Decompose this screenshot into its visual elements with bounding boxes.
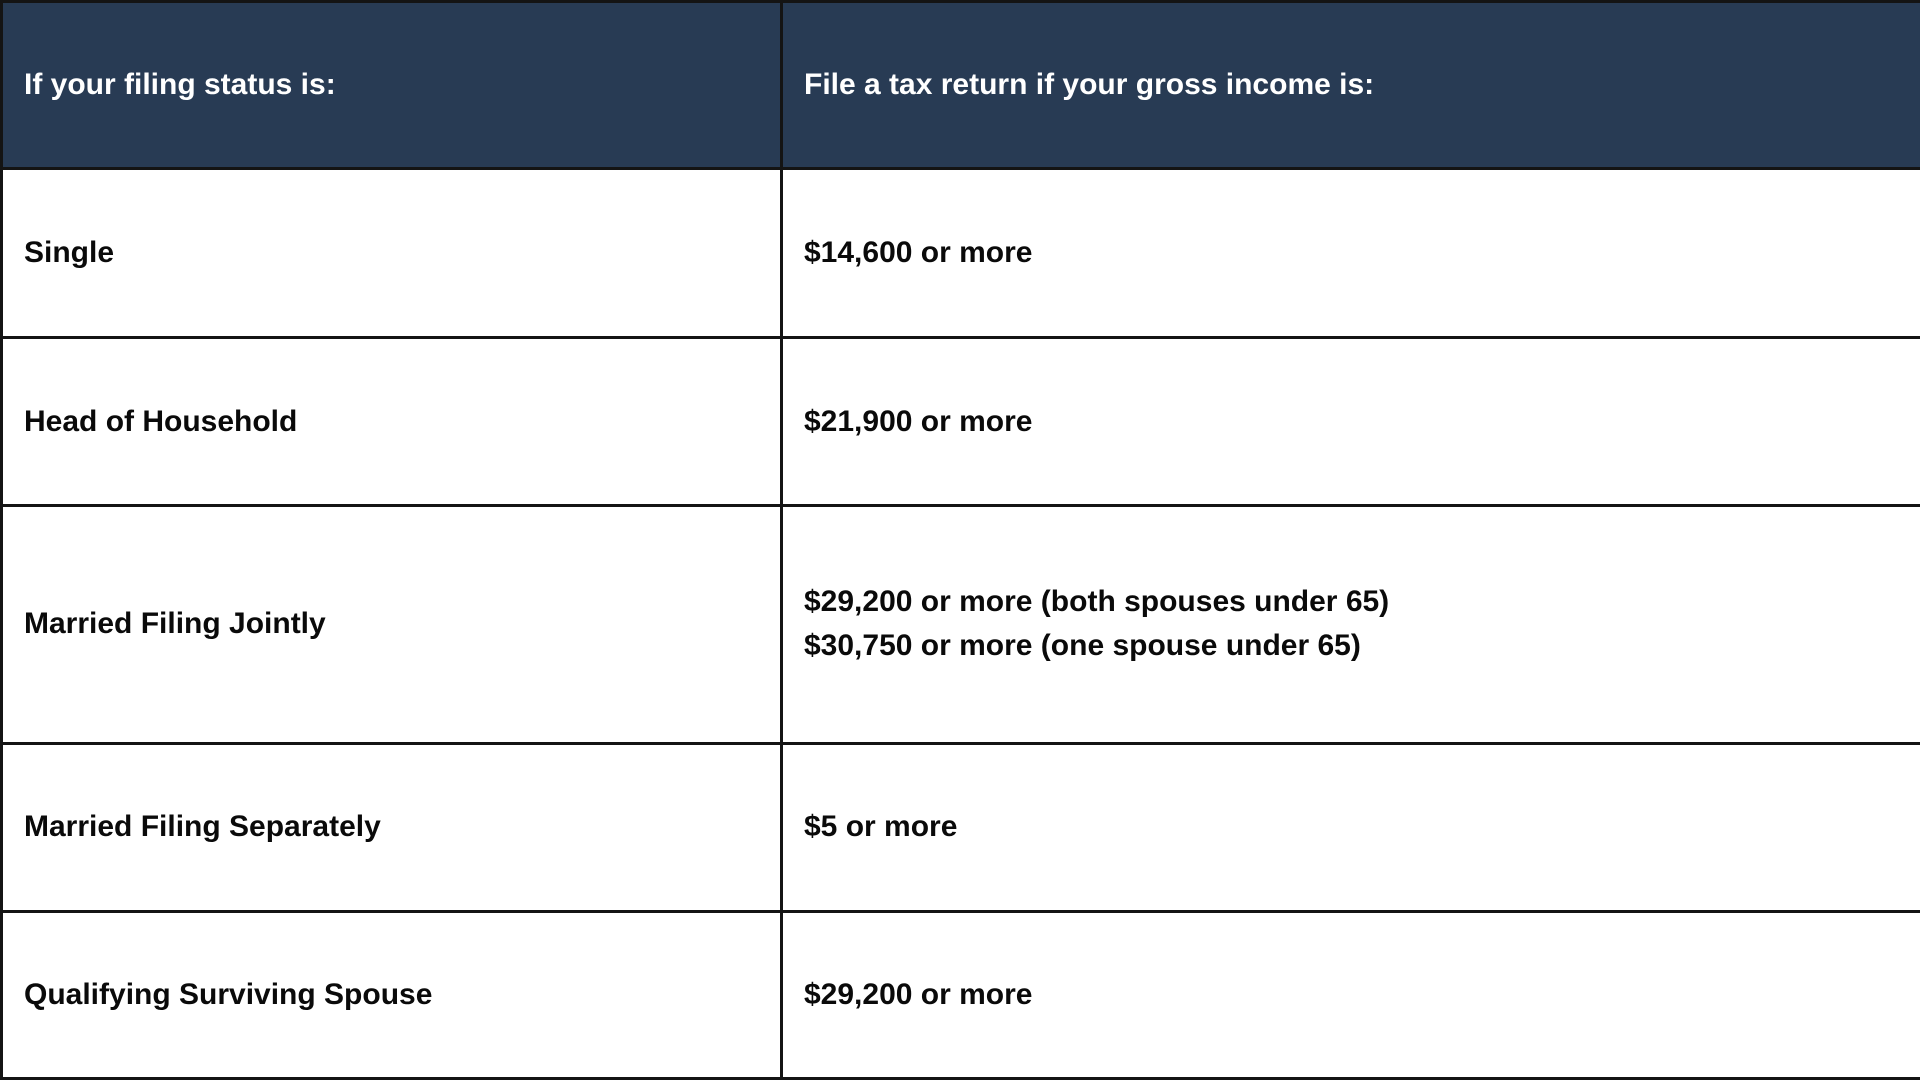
income-threshold: $5 or more bbox=[804, 810, 958, 844]
income-threshold: $21,900 or more bbox=[804, 404, 1033, 438]
gross-income-cell bbox=[782, 912, 1920, 1079]
header-row bbox=[2, 2, 1920, 169]
filing-status-header: If your filing status is: bbox=[2, 2, 782, 169]
gross-income-cell bbox=[782, 169, 1920, 338]
gross-income-header: File a tax return if your gross income is: bbox=[782, 2, 1920, 169]
income-threshold: $29,200 or more bbox=[804, 978, 1033, 1012]
table-body bbox=[2, 169, 1920, 1079]
gross-income-cell bbox=[782, 337, 1920, 506]
gross-income-cell bbox=[782, 743, 1920, 912]
filing-status-cell: Single bbox=[2, 169, 782, 338]
table-row bbox=[2, 743, 1920, 912]
table-row bbox=[2, 337, 1920, 506]
income-threshold: $14,600 or more bbox=[804, 235, 1033, 269]
filing-status-cell: Married Filing Jointly bbox=[2, 506, 782, 743]
table-row bbox=[2, 506, 1920, 743]
income-threshold: $30,750 or more (one spouse under 65) bbox=[804, 629, 1361, 663]
table-header bbox=[2, 2, 1920, 169]
filing-status-cell: Head of Household bbox=[2, 337, 782, 506]
filing-status-cell: Married Filing Separately bbox=[2, 743, 782, 912]
filing-status-cell: Qualifying Surviving Spouse bbox=[2, 912, 782, 1079]
income-threshold: $29,200 or more (both spouses under 65) bbox=[804, 585, 1390, 619]
gross-income-cell bbox=[782, 506, 1920, 743]
table-row bbox=[2, 912, 1920, 1079]
table-row bbox=[2, 169, 1920, 338]
